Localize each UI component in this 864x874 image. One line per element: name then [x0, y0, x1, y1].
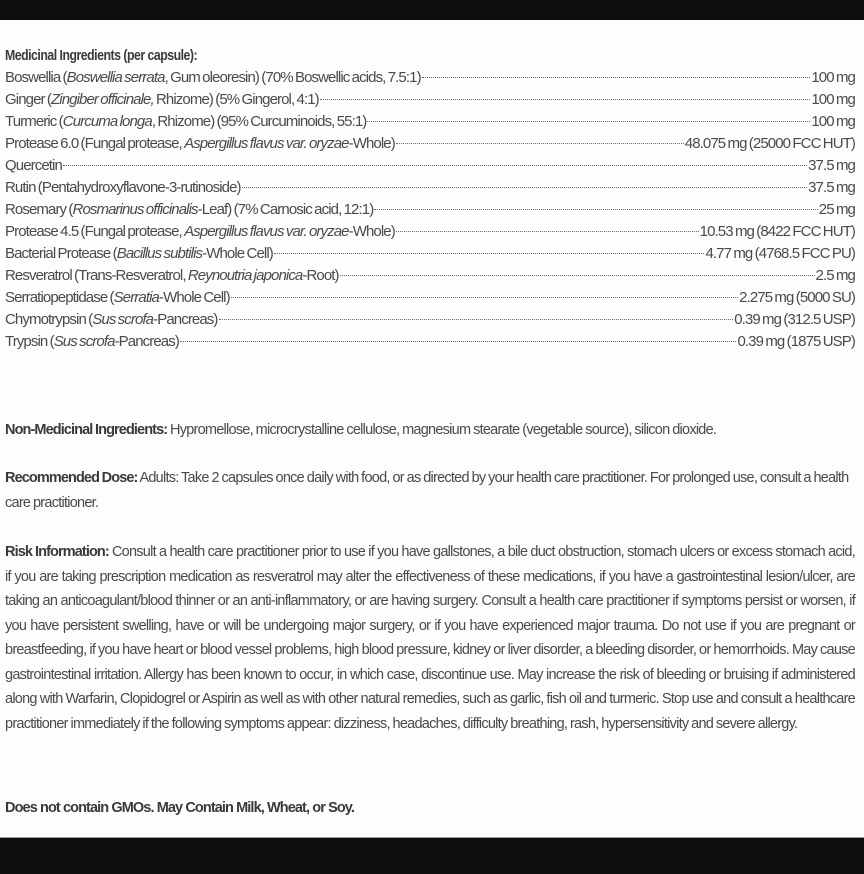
top-black-bar [0, 0, 864, 20]
ingredient-row [5, 309, 855, 331]
ingredient-row [5, 287, 855, 309]
ingredient-amount: 2.5 mg [815, 267, 855, 284]
ingredient-name-detail: -Leaf) (7% Carnosic acid, 12:1) [197, 201, 374, 218]
dot-leader [274, 253, 705, 254]
recommended-dose-text: Adults: Take 2 capsules once daily with food, or as directed by your health care practitioner. For prolonged use, consult a health care practitioner. [5, 470, 849, 511]
label-document [0, 20, 864, 838]
recommended-dose-label: Recommended Dose: [5, 470, 138, 486]
ingredient-amount: 0.39 mg (1875 USP) [737, 333, 855, 350]
ingredient-latin-name: Rosmarinus officinalis [72, 201, 198, 218]
ingredient-name-text: Trypsin ( [5, 333, 54, 350]
ingredient-name-text: Chymotrypsin ( [5, 311, 93, 328]
ingredient-amount: 0.39 mg (312.5 USP) [734, 311, 855, 328]
ingredient-name [5, 221, 395, 243]
non-medicinal-label: Non-Medicinal Ingredients: [5, 422, 168, 438]
dot-leader [367, 121, 810, 122]
ingredient-name-text: Rosemary ( [5, 201, 73, 218]
non-medicinal-ingredients [5, 418, 855, 443]
ingredient-latin-name: Bacillus subtilis [116, 245, 203, 262]
ingredient-row [5, 243, 855, 265]
ingredient-name-text: Rutin (Pentahydroxyflavone-3-rutinoside) [5, 179, 241, 196]
ingredient-amount: 37.5 mg [808, 179, 855, 196]
ingredient-name-text: Turmeric ( [5, 113, 63, 130]
ingredient-name-detail: , Rhizome) (95% Curcuminoids, 55:1) [151, 113, 367, 130]
ingredient-list [5, 67, 855, 353]
ingredient-amount: 10.53 mg (8422 FCC HUT) [699, 223, 855, 240]
ingredient-latin-name: Serratia [113, 289, 159, 306]
recommended-dose [5, 466, 855, 515]
ingredient-latin-name: Curcuma longa [62, 113, 152, 130]
dot-leader [340, 275, 815, 276]
risk-information [5, 540, 855, 736]
dot-leader [320, 99, 811, 100]
ingredient-amount: 100 mg [811, 69, 855, 86]
ingredient-name [5, 331, 179, 353]
ingredient-latin-name: Aspergillus flavus var. oryzae [184, 135, 349, 152]
ingredient-amount: 37.5 mg [808, 157, 855, 174]
ingredient-name-text: Protease 6.0 (Fungal protease, [5, 135, 185, 152]
medicinal-ingredients-heading: Medicinal Ingredients (per capsule): [5, 47, 198, 64]
ingredient-name [5, 111, 366, 133]
ingredient-name-text: Ginger ( [5, 91, 51, 108]
ingredient-name-detail: -Pancreas) [153, 311, 218, 328]
risk-information-label: Risk Information: [5, 544, 109, 560]
ingredient-name-detail: Rhizome) (5% Gingerol, 4:1) [153, 91, 319, 108]
ingredient-latin-name: Sus scrofa [53, 333, 115, 350]
ingredient-latin-name: Zingiber officinale, [51, 91, 154, 108]
ingredient-name [5, 155, 62, 177]
dot-leader [180, 341, 737, 342]
ingredient-name [5, 287, 230, 309]
ingredient-latin-name: Aspergillus flavus var. oryzae [184, 223, 349, 240]
ingredient-name-text: Serratiopeptidase ( [5, 289, 114, 306]
ingredient-name-detail: -Pancreas) [114, 333, 179, 350]
dot-leader [422, 77, 811, 78]
ingredient-name-text: Quercetin [5, 157, 62, 174]
ingredient-name [5, 177, 241, 199]
ingredient-row [5, 133, 855, 155]
allergen-note: Does not contain GMOs. May Contain Milk, Wheat, or Soy. [5, 800, 355, 816]
ingredient-row [5, 89, 855, 111]
ingredient-name-detail: -Whole) [348, 223, 395, 240]
ingredient-name-text: Protease 4.5 (Fungal protease, [5, 223, 185, 240]
ingredient-amount: 48.075 mg (25000 FCC HUT) [684, 135, 855, 152]
ingredient-name [5, 199, 373, 221]
ingredient-name-text: Boswellia ( [5, 69, 67, 86]
ingredient-name-text: Bacterial Protease ( [5, 245, 117, 262]
medicinal-ingredients-section [5, 44, 855, 353]
ingredient-row [5, 331, 855, 353]
ingredient-row [5, 199, 855, 221]
dot-leader [219, 319, 734, 320]
ingredient-name-detail: , Gum oleoresin) (70% Boswellic acids, 7.5:1) [164, 69, 421, 86]
ingredient-name-detail: -Whole Cell) [202, 245, 273, 262]
ingredient-row [5, 111, 855, 133]
ingredient-amount: 4.77 mg (4768.5 FCC PU) [705, 245, 855, 262]
ingredient-row [5, 221, 855, 243]
dot-leader [231, 297, 738, 298]
ingredient-latin-name: Boswellia serrata [66, 69, 165, 86]
ingredient-name [5, 89, 319, 111]
ingredient-row [5, 265, 855, 287]
ingredient-name-text: Resveratrol (Trans-Resveratrol, [5, 267, 188, 284]
ingredient-row [5, 67, 855, 89]
ingredient-amount: 100 mg [811, 91, 855, 108]
ingredient-amount: 100 mg [811, 113, 855, 130]
ingredient-name [5, 133, 395, 155]
ingredient-amount: 25 mg [818, 201, 855, 218]
ingredient-name [5, 67, 421, 89]
risk-information-text: Consult a health care practitioner prior to use if you have gallstones, a bile duct obstruction, stomach ulcers or excess stomach acid, if you are taking prescription medication as resveratrol may alter the effectiveness of these medications, if you have a gastrointestinal lesion/ulcer, are taking an anticoagulant/blood thinner or an anti-inflammatory, or are having surgery. Consult a health care practitioner if symptoms persist or worsen, if you have persistent swelling, have or will be undergoing major surgery, or if you have experienced major trauma. Do not use if you are pregnant or breastfeeding, if you have heart or blood vessel problems, high blood pressure, kidney or liver disorder, a bleeding disorder, or hemorrhoids. May cause gastrointestinal irritation. Allergy has been known to occur, in which case, discontinue use. May increase the risk of bleeding or bruising if administered along with Warfarin, Clopidogrel or Aspirin as well as with other natural remedies, such as garlic, fish oil and turmeric. Stop use and consult a healthcare practitioner immediately if the following symptoms appear: dizziness, headaches, difficulty breathing, rash, hypersensitivity and severe allergy. [5, 544, 855, 732]
ingredient-latin-name: Sus scrofa [92, 311, 154, 328]
dot-leader [396, 231, 699, 232]
non-medicinal-text: Hypromellose, microcrystalline cellulose, magnesium stearate (vegetable source), silicon dioxide. [167, 422, 717, 438]
dot-leader [63, 165, 807, 166]
ingredient-name-detail: -Root) [302, 267, 339, 284]
dot-leader [242, 187, 807, 188]
ingredient-name [5, 243, 273, 265]
ingredient-name [5, 309, 218, 331]
ingredient-name [5, 265, 339, 287]
ingredient-amount: 2.275 mg (5000 SU) [739, 289, 855, 306]
ingredient-latin-name: Reynoutria japonica [187, 267, 303, 284]
ingredient-row [5, 177, 855, 199]
dot-leader [374, 209, 817, 210]
ingredient-name-detail: -Whole) [348, 135, 395, 152]
ingredient-row [5, 155, 855, 177]
dot-leader [396, 143, 684, 144]
ingredient-name-detail: -Whole Cell) [158, 289, 230, 306]
bottom-black-bar [0, 838, 864, 874]
